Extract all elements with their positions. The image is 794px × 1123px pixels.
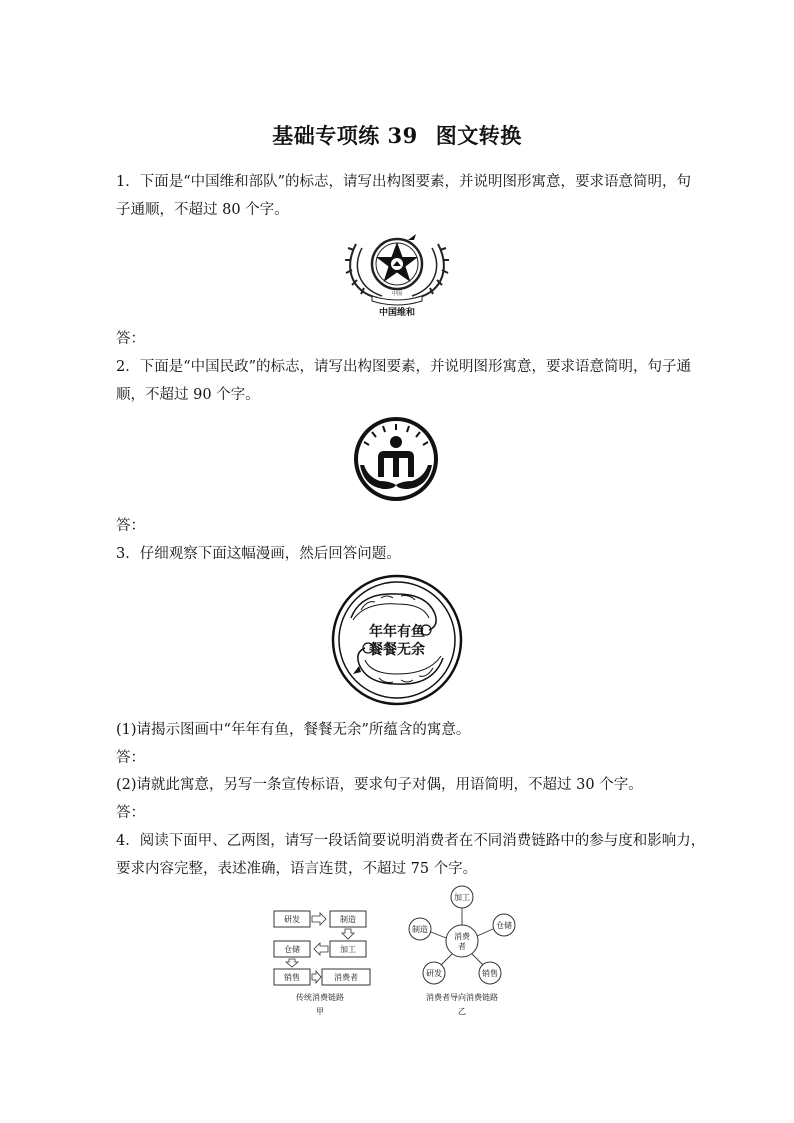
center-label: 者: [458, 942, 466, 951]
node-label: 制造: [412, 925, 428, 934]
node-label: 销售: [482, 969, 498, 978]
q2-answer: 答：: [116, 518, 145, 534]
q4-text-line2: 要求内容完整，表述准确，语言连贯，不超过 75 个字。: [116, 861, 478, 877]
q2-text-line2: 顺，不超过 90 个字。: [116, 387, 260, 403]
diagram-traditional-chain: [268, 905, 378, 1025]
node-label: 研发: [426, 969, 442, 978]
logo-caption: 中国维和: [378, 308, 416, 318]
arrow-down-1: [342, 929, 354, 939]
box-label: 加工: [340, 945, 356, 954]
diagram-caption: 传统消费链路: [296, 993, 344, 1002]
node-label: 加工: [454, 893, 470, 902]
diagram-label: 乙: [458, 1007, 466, 1016]
diagram-label: 甲: [316, 1007, 324, 1016]
arrow-left-1: [314, 943, 328, 955]
arrow-down-2: [286, 959, 298, 967]
q1-answer: 答：: [116, 331, 145, 347]
center-label: 消费: [454, 932, 470, 941]
box-label: 制造: [340, 915, 356, 924]
diagram-consumer-chain: [400, 883, 520, 1023]
logo-text-small: 中国: [391, 291, 403, 297]
cartoon-line1: 年年有鱼: [369, 624, 425, 640]
civil-affairs-logo: [350, 415, 442, 503]
box-label: 研发: [284, 915, 300, 924]
box-label: 仓储: [284, 945, 300, 954]
box-label: 销售: [284, 973, 300, 982]
q3-text-line1: 3．仔细观察下面这幅漫画，然后回答问题。: [116, 546, 401, 562]
peacekeeping-logo: [338, 226, 456, 320]
diagram-caption: 消费者导向消费链路: [426, 993, 498, 1002]
node-label: 仓储: [496, 921, 512, 930]
box-label: 消费者: [334, 973, 358, 982]
page-title: [0, 120, 794, 150]
q3-answer2: 答：: [116, 805, 145, 821]
q4-text-line1: 4．阅读下面甲、乙两图，请写一段话简要说明消费者在不同消费链路中的参与度和影响力，: [116, 833, 706, 849]
q1-text-line1: 1．下面是“中国维和部队”的标志，请写出构图要素，并说明图形寓意，要求语意简明，句: [116, 174, 692, 190]
q2-text-line1: 2．下面是“中国民政”的标志，请写出构图要素，并说明图形寓意，要求语意简明，句子通: [116, 359, 692, 375]
q1-text-line2: 子通顺，不超过 80 个字。: [116, 202, 289, 218]
title-sub: 图文转换: [435, 123, 522, 148]
title-main: 基础专项练 39: [272, 123, 418, 148]
q3-answer1: 答：: [116, 750, 145, 766]
cartoon-plate: [331, 574, 463, 706]
arrow-right-1: [312, 913, 326, 925]
q3-sub2: (2)请就此寓意，另写一条宣传标语，要求句子对偶，用语简明，不超过 30 个字。: [116, 777, 643, 793]
node-center: [446, 925, 478, 957]
arrow-right-2: [312, 971, 321, 983]
q3-sub1: (1)请揭示图画中“年年有鱼，餐餐无余”所蕴含的寓意。: [116, 722, 471, 738]
cartoon-line2: 餐餐无余: [369, 642, 425, 658]
